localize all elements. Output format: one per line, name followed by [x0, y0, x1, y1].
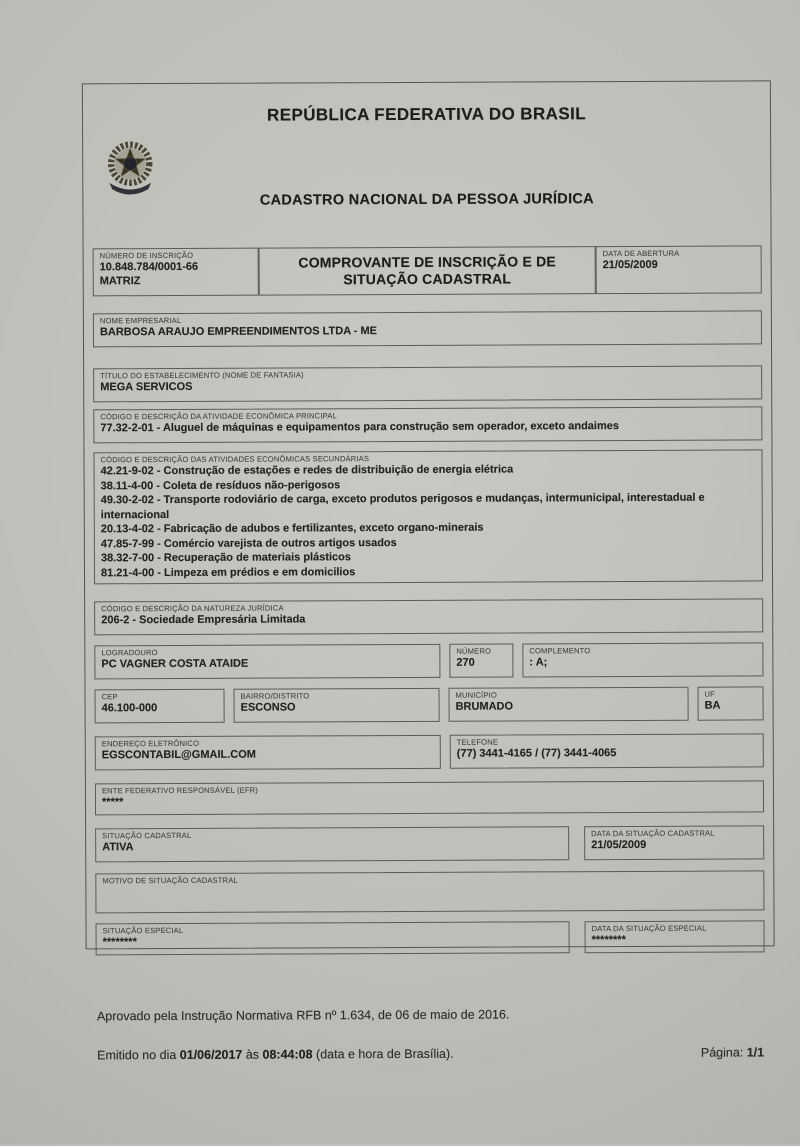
page-number-label: Página:	[700, 1045, 747, 1060]
emission-mid: às	[242, 1047, 263, 1062]
atividade-secundaria-item: 20.13-4-02 - Fabricação de adubos e fertilizantes, exceto organo-minerais	[100, 521, 484, 536]
atividade-principal-box	[93, 406, 762, 443]
data-situacao-especial-value: ********	[591, 934, 626, 947]
data-abertura-box	[596, 245, 762, 294]
motivo-situacao-box	[95, 871, 764, 914]
emission-prefix: Emitido no dia	[97, 1047, 180, 1063]
logradouro-box	[94, 644, 440, 680]
numero-inscricao-label: NÚMERO DE INSCRIÇÃO	[99, 250, 194, 261]
nome-fantasia-box	[93, 365, 762, 402]
emission-time: 08:44:08	[262, 1047, 313, 1062]
motivo-situacao-label: MOTIVO DE SITUAÇÃO CADASTRAL	[102, 875, 238, 886]
efr-label: ENTE FEDERATIVO RESPONSÁVEL (EFR)	[101, 785, 258, 796]
numero-inscricao-box	[93, 248, 259, 297]
data-situacao-cadastral-box	[584, 826, 764, 861]
atividade-secundaria-item: 38.32-7-00 - Recuperação de materiais plásticos	[100, 551, 352, 565]
header-row	[93, 245, 762, 296]
atividade-principal-value: 77.32-2-01 - Aluguel de máquinas e equipamentos para construção sem operador, exceto andaimes	[100, 420, 620, 435]
atividade-secundaria-item: 42.21-9-02 - Construção de estações e redes de distribuição de energia elétrica	[100, 463, 514, 478]
situacao-especial-row	[96, 921, 765, 956]
atividades-secundarias-label: CÓDIGO E DESCRIÇÃO DAS ATIVIDADES ECONÔMICAS SECUNDÁRIAS	[100, 454, 370, 465]
numero-value: 270	[456, 656, 475, 669]
natureza-juridica-value: 206-2 - Sociedade Empresária Limitada	[101, 613, 306, 627]
cep-value: 46.100-000	[101, 702, 158, 715]
document-title: COMPROVANTE DE INSCRIÇÃO E DE SITUAÇÃO CADASTRAL	[259, 246, 596, 295]
logradouro-label: LOGRADOURO	[101, 648, 158, 658]
atividade-secundaria-item: 81.21-4-00 - Limpeza em prédios e em domicilios	[100, 565, 356, 579]
data-abertura-value: 21/05/2009	[602, 258, 658, 272]
numero-box	[449, 644, 513, 678]
nome-fantasia-value: MEGA SERVICOS	[100, 380, 193, 394]
telefone-value: (77) 3441-4165 / (77) 3441-4065	[456, 747, 617, 760]
complemento-box	[522, 643, 763, 678]
bairro-label: BAIRRO/DISTRITO	[240, 691, 310, 701]
situacao-especial-box	[96, 921, 570, 955]
address-row-2	[95, 687, 764, 724]
situacao-especial-label: SITUAÇÃO ESPECIAL	[102, 926, 184, 936]
republic-title: REPÚBLICA FEDERATIVA DO BRASIL	[266, 104, 587, 125]
data-situacao-especial-label: DATA DA SITUAÇÃO ESPECIAL	[591, 923, 707, 934]
municipio-box	[449, 687, 689, 722]
situacao-cadastral-value: ATIVA	[102, 841, 134, 854]
situacao-row	[95, 826, 764, 863]
atividade-secundaria-item: 38.11-4-00 - Coleta de resíduos não-perigosos	[100, 478, 341, 492]
natureza-juridica-label: CÓDIGO E DESCRIÇÃO DA NATUREZA JURÍDICA	[101, 603, 284, 614]
email-value: EGSCONTABIL@GMAIL.COM	[101, 748, 256, 762]
uf-box	[698, 687, 764, 721]
bairro-value: ESCONSO	[240, 701, 296, 714]
situacao-especial-value: ********	[102, 936, 137, 949]
page-number-value: 1/1	[746, 1045, 765, 1060]
municipio-label: MUNICÍPIO	[455, 690, 497, 700]
matriz-indicator: MATRIZ	[99, 274, 141, 288]
nome-empresarial-value: BARBOSA ARAUJO EMPREENDIMENTOS LTDA - ME	[99, 325, 378, 339]
brazil-coat-of-arms-icon	[101, 136, 159, 202]
efr-box	[95, 781, 764, 816]
bairro-box	[234, 688, 440, 723]
atividade-secundaria-item: 49.30-2-02 - Transporte rodoviário de carga, exceto produtos perigosos e mudanças, intermunicipal, interestadual e internacional	[100, 491, 705, 521]
data-abertura-label: DATA DE ABERTURA	[602, 248, 680, 259]
efr-value: *****	[101, 796, 124, 809]
natureza-juridica-box	[94, 599, 763, 636]
situacao-cadastral-label: SITUAÇÃO CADASTRAL	[102, 831, 192, 841]
cep-box	[95, 689, 225, 724]
emission-suffix: (data e hora de Brasília).	[312, 1046, 454, 1062]
complemento-label: COMPLEMENTO	[529, 646, 591, 656]
approval-note: Aprovado pela Instrução Normativa RFB nº 1.634, de 06 de maio de 2016.	[96, 1007, 510, 1024]
emission-date: 01/06/2017	[179, 1047, 243, 1062]
numero-inscricao-value: 10.848.784/0001-66	[99, 260, 199, 274]
document-border-frame	[82, 80, 775, 949]
page-number	[701, 1045, 764, 1059]
nome-empresarial-label: NOME EMPRESARIAL	[99, 315, 182, 326]
address-row-1	[94, 643, 763, 680]
telefone-label: TELEFONE	[456, 737, 499, 747]
cnpj-registry-title: CADASTRO NACIONAL DA PESSOA JURÍDICA	[259, 191, 594, 209]
nome-fantasia-label: TÍTULO DO ESTABELECIMENTO (NOME DE FANTASIA)	[100, 370, 304, 381]
situacao-cadastral-box	[95, 826, 569, 862]
data-situacao-especial-box	[585, 921, 765, 954]
nome-empresarial-box	[93, 310, 762, 347]
data-situacao-cadastral-label: DATA DA SITUAÇÃO CADASTRAL	[591, 828, 715, 839]
cep-label: CEP	[101, 692, 118, 702]
complemento-value: : A;	[529, 656, 548, 669]
contact-row	[95, 734, 764, 771]
emission-note	[97, 1047, 454, 1063]
email-box	[95, 735, 441, 771]
municipio-value: BRUMADO	[455, 700, 514, 713]
atividades-secundarias-box	[93, 449, 763, 584]
atividade-secundaria-item: 47.85-7-99 - Comércio varejista de outros artigos usados	[100, 536, 397, 550]
logradouro-value: PC VAGNER COSTA ATAIDE	[101, 657, 249, 671]
atividade-principal-label: CÓDIGO E DESCRIÇÃO DA ATIVIDADE ECONÔMICA PRINCIPAL	[100, 411, 337, 422]
data-situacao-cadastral-value: 21/05/2009	[591, 839, 647, 852]
telefone-box	[450, 734, 764, 769]
uf-value: BA	[704, 699, 721, 712]
numero-label: NÚMERO	[456, 646, 492, 656]
uf-label: UF	[704, 689, 715, 699]
email-label: ENDEREÇO ELETRÔNICO	[101, 739, 200, 749]
